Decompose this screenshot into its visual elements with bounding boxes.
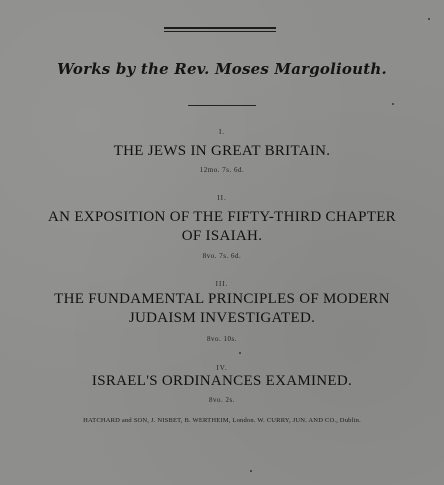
top-double-rule bbox=[164, 27, 276, 29]
work-3-price: 8vo. 10s. bbox=[207, 335, 237, 343]
work-3-title-line-1: THE FUNDAMENTAL PRINCIPLES OF MODERN bbox=[54, 291, 390, 307]
paper-speck bbox=[250, 470, 252, 472]
paper-speck bbox=[392, 103, 394, 105]
heading-divider bbox=[188, 105, 256, 106]
top-double-rule-thin bbox=[164, 31, 276, 32]
work-3-title-line-2: JUDAISM INVESTIGATED. bbox=[128, 310, 316, 326]
page-heading: Works by the Rev. Moses Margoliouth. bbox=[57, 60, 387, 78]
paper-speck bbox=[428, 18, 430, 20]
work-2-price: 8vo. 7s. 6d. bbox=[202, 252, 242, 260]
work-4-price: 8vo. 2s. bbox=[209, 396, 235, 404]
work-2-title-line-1: AN EXPOSITION OF THE FIFTY-THIRD CHAPTER bbox=[48, 209, 396, 225]
work-4-numeral: IV. bbox=[216, 364, 228, 372]
work-2-numeral: II. bbox=[217, 194, 227, 202]
work-1-numeral: I. bbox=[218, 128, 226, 136]
work-3-numeral: III. bbox=[215, 280, 229, 288]
paper-speck bbox=[239, 352, 241, 354]
work-4-title: ISRAEL'S ORDINANCES EXAMINED. bbox=[91, 373, 353, 389]
work-1-price: 12mo. 7s. 6d. bbox=[199, 166, 245, 174]
work-1-title: THE JEWS IN GREAT BRITAIN. bbox=[113, 143, 331, 159]
work-2-title-line-2: OF ISAIAH. bbox=[181, 228, 263, 244]
publishers-imprint: HATCHARD and SON, J. NISBET, B. WERTHEIM, London. W. CURRY, JUN. AND CO., Dublin. bbox=[83, 417, 361, 424]
